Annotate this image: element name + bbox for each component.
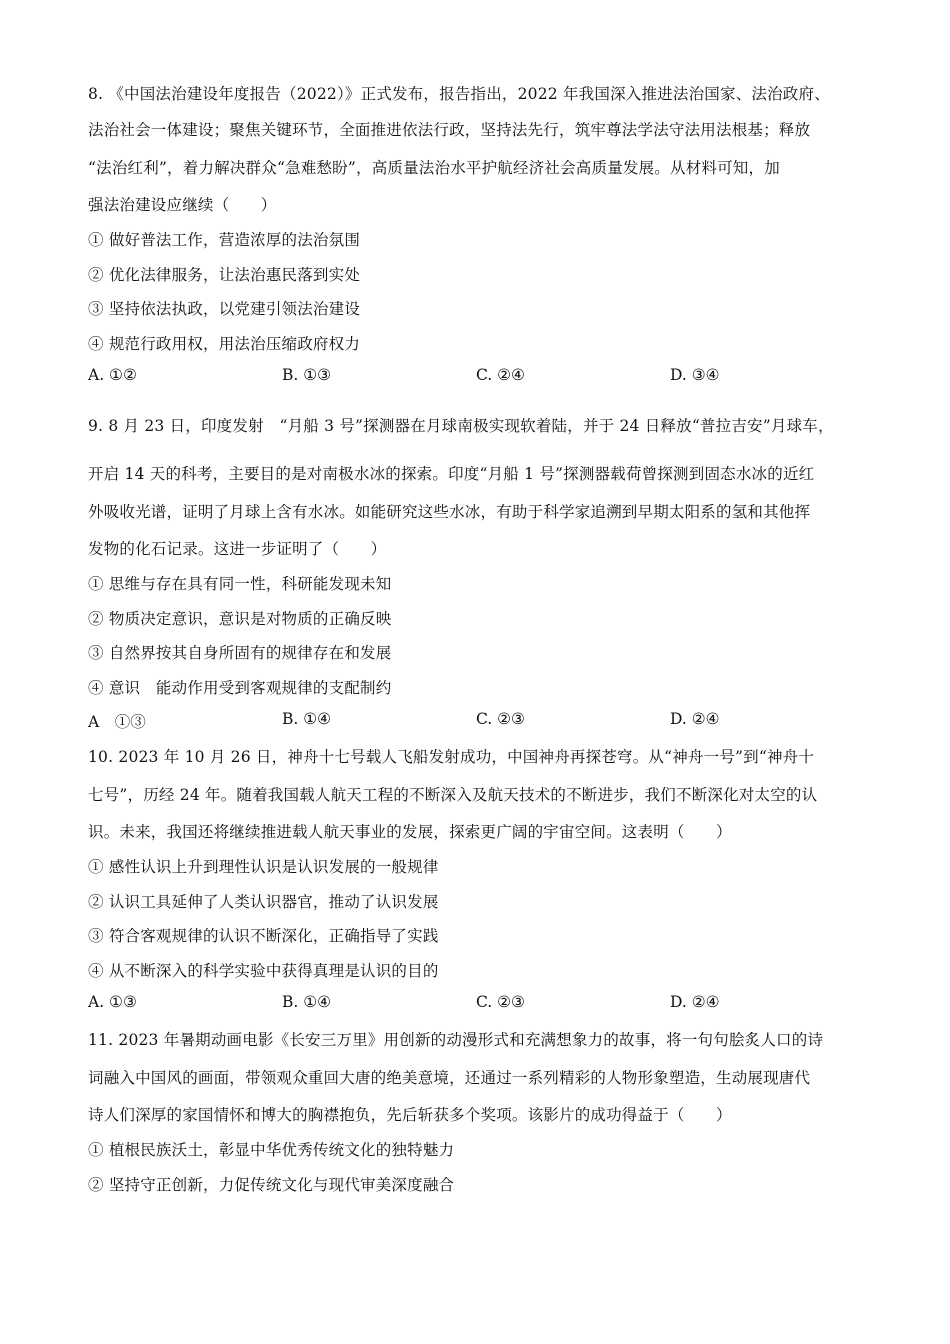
question-stem-line: 强法治建设应继续（ ） <box>88 196 277 214</box>
answer-option-a: A. ①② <box>88 366 137 384</box>
answer-option-d: D. ②④ <box>670 993 720 1011</box>
question-stem-line: 外吸收光谱，证明了月球上含有水冰。如能研究这些水冰，有助于科学家追溯到早期太阳系的氢和其他挥 <box>88 503 811 521</box>
question-stem-line: 法治社会一体建设；聚焦关键环节，全面推进依法行政，坚持法先行，筑牢尊法学法守法用法根基；释放 <box>88 121 811 139</box>
answer-option-c: C. ②③ <box>476 710 525 728</box>
answer-option-b: B. ①④ <box>282 710 332 728</box>
statement-item: ② 物质决定意识，意识是对物质的正确反映 <box>88 610 392 628</box>
statement-item: ③ 符合客观规律的认识不断深化，正确指导了实践 <box>88 927 439 945</box>
answer-option-c: C. ②④ <box>476 366 525 384</box>
question-stem-line: 词融入中国风的画面，带领观众重回大唐的绝美意境，还通过一系列精彩的人物形象塑造，生动展现唐代 <box>88 1069 811 1087</box>
statement-item: ④ 规范行政用权，用法治压缩政府权力 <box>88 335 361 353</box>
question-stem-line: 七号”，历经 24 年。随着我国载人航天工程的不断深入及航天技术的不断进步，我们不断深化对太空的认 <box>88 786 818 804</box>
statement-item: ③ 自然界按其自身所固有的规律存在和发展 <box>88 644 392 662</box>
statement-item: ① 做好普法工作，营造浓厚的法治氛围 <box>88 231 361 249</box>
question-stem-line: 识。未来，我国还将继续推进载人航天事业的发展，探索更广阔的宇宙空间。这表明（ ） <box>88 823 732 841</box>
question-stem-line: 9. 8 月 23 日，印度发射 “月船 3 号”探测器在月球南极实现软着陆，并于 24 日释放“普拉吉安”月球车， <box>88 417 834 435</box>
statement-item: ① 感性认识上升到理性认识是认识发展的一般规律 <box>88 858 439 876</box>
statement-item: ④ 意识 能动作用受到客观规律的支配制约 <box>88 679 392 697</box>
statement-item: ② 坚持守正创新，力促传统文化与现代审美深度融合 <box>88 1176 455 1194</box>
question-stem-line: “法治红利”，着力解决群众“急难愁盼”，高质量法治水平护航经济社会高质量发展。从材料可知，加 <box>88 159 780 177</box>
answer-option-b: B. ①③ <box>282 366 332 384</box>
question-stem-line: 发物的化石记录。这进一步证明了（ ） <box>88 540 387 558</box>
statement-item: ① 植根民族沃土，彰显中华优秀传统文化的独特魅力 <box>88 1141 455 1159</box>
statement-item: ② 认识工具延伸了人类认识器官，推动了认识发展 <box>88 893 439 911</box>
answer-option-a: A. ①③ <box>88 993 137 1011</box>
statement-item: ① 思维与存在具有同一性，科研能发现未知 <box>88 575 392 593</box>
question-stem-line: 诗人们深厚的家国情怀和博大的胸襟抱负，先后斩获多个奖项。该影片的成功得益于（ ） <box>88 1106 732 1124</box>
question-stem-line: 开启 14 天的科考，主要目的是对南极水冰的探索。印度“月船 1 号”探测器载荷曾探测到固态水冰的近红 <box>88 465 815 483</box>
answer-option-d: D. ②④ <box>670 710 720 728</box>
answer-option-d: D. ③④ <box>670 366 720 384</box>
question-stem-line: 8. 《中国法治建设年度报告（2022）》正式发布，报告指出，2022 年我国深入推进法治国家、法治政府、 <box>88 85 830 103</box>
statement-item: ② 优化法律服务，让法治惠民落到实处 <box>88 266 361 284</box>
statement-item: ④ 从不断深入的科学实验中获得真理是认识的目的 <box>88 962 439 980</box>
answer-option-c: C. ②③ <box>476 993 525 1011</box>
statement-item: ③ 坚持依法执政，以党建引领法治建设 <box>88 300 361 318</box>
question-stem-line: 10. 2023 年 10 月 26 日，神舟十七号载人飞船发射成功，中国神舟再探苍穹。从“神舟一号”到“神舟十 <box>88 748 815 766</box>
answer-option-a: A ①③ <box>88 713 146 731</box>
question-stem-line: 11. 2023 年暑期动画电影《长安三万里》用创新的动漫形式和充满想象力的故事，将一句句脍炙人口的诗 <box>88 1031 824 1049</box>
answer-option-b: B. ①④ <box>282 993 332 1011</box>
